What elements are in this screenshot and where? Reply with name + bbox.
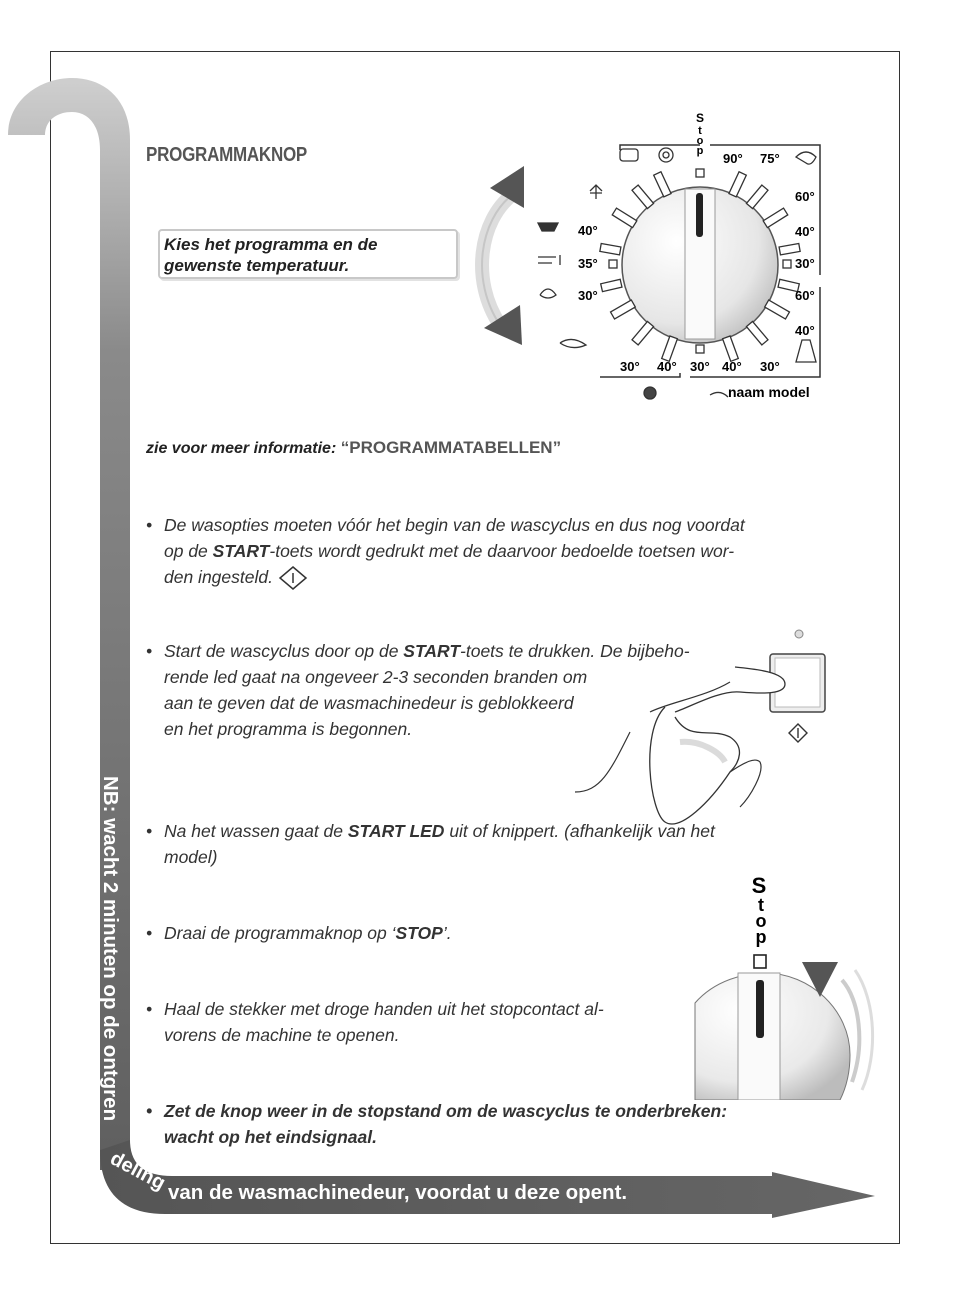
handwash-icon bbox=[540, 289, 556, 298]
bullet-4: • Draai de programmaknop op ‘STOP’. bbox=[146, 923, 452, 943]
svg-text:p: p bbox=[755, 927, 767, 947]
dial-stop-s: S bbox=[695, 111, 705, 125]
bullet-3: • Na het wassen gaat de START LED uit of knippert. (afhankelijk van het model) bbox=[146, 821, 715, 867]
svg-text:o: o bbox=[755, 911, 767, 931]
svg-text:t: t bbox=[758, 895, 764, 915]
feather-icon bbox=[560, 339, 586, 347]
svg-text:o: o bbox=[696, 135, 704, 147]
svg-text:60°: 60° bbox=[795, 189, 815, 204]
hint-box bbox=[158, 229, 458, 279]
rotate-arrows-icon bbox=[460, 160, 530, 350]
svg-text:30°: 30° bbox=[690, 359, 710, 374]
delicate-icon bbox=[796, 340, 816, 362]
side-note-curve: deling bbox=[106, 1147, 169, 1195]
page-title: PROGRAMMAKNOP bbox=[146, 144, 308, 166]
wool-icon bbox=[796, 152, 816, 164]
svg-text:t: t bbox=[698, 125, 702, 137]
prewash-icon bbox=[620, 149, 638, 161]
start-led bbox=[795, 630, 803, 638]
stop-knob-illustration bbox=[690, 870, 880, 1100]
svg-text:30°: 30° bbox=[578, 288, 598, 303]
easycare-icon bbox=[538, 255, 560, 265]
feather-small-icon bbox=[710, 392, 728, 397]
svg-text:40°: 40° bbox=[795, 323, 815, 338]
bullet-1: • De wasopties moeten vóór het begin van de wascyclus en dus nog voordat op de START-toets wordt gedrukt met de daarvoor bedoelde toetsen wor- den ingesteld. bbox=[146, 512, 810, 591]
side-note-vertical: NB: wacht 2 minuten op de ontgren bbox=[99, 776, 122, 1122]
svg-text:40°: 40° bbox=[657, 359, 677, 374]
bullet-2: • Start de wascyclus door op de START-toets te drukken. De bijbeho- rende led gaat na ongeveer 2-3 seconden branden om aan te geven dat de wasmachinedeur is geblokkeerd en het programma is begonnen. bbox=[146, 641, 690, 739]
side-note-bottom: van de wasmachinedeur, voordat u deze opent. bbox=[168, 1181, 628, 1204]
svg-text:30°: 30° bbox=[795, 256, 815, 271]
svg-text:30°: 30° bbox=[620, 359, 640, 374]
hint-line-2: gewenste temperatuur. bbox=[164, 256, 350, 275]
more-info-label: zie voor meer informatie: bbox=[146, 440, 337, 457]
svg-text:30°: 30° bbox=[760, 359, 780, 374]
svg-text:40°: 40° bbox=[795, 224, 815, 239]
bullet-5: • Haal de stekker met droge handen uit het stopcontact al- vorens de machine te openen. bbox=[146, 999, 604, 1045]
wool-ball-icon bbox=[644, 387, 656, 399]
start-button-illustration bbox=[570, 622, 840, 832]
svg-text:40°: 40° bbox=[722, 359, 742, 374]
shirt-icon bbox=[538, 223, 558, 231]
svg-text:p: p bbox=[696, 145, 704, 157]
dial-temp-75: 75° bbox=[760, 151, 780, 166]
start-icon bbox=[278, 565, 308, 591]
snowflake-icon bbox=[590, 185, 602, 199]
more-info bbox=[146, 438, 561, 458]
svg-text:35°: 35° bbox=[578, 256, 598, 271]
spin-icon bbox=[659, 148, 673, 162]
more-info-ref: “PROGRAMMATABELLEN” bbox=[340, 438, 562, 457]
bullet-6: • Zet de knop weer in de stopstand om de wascyclus te onderbreken: wacht op het eindsignaal. bbox=[146, 1101, 728, 1147]
dial-temp-90: 90° bbox=[723, 151, 743, 166]
program-dial bbox=[530, 105, 830, 405]
svg-text:60°: 60° bbox=[795, 288, 815, 303]
hint-line-1: Kies het programma en de bbox=[164, 235, 378, 254]
band-arrow bbox=[100, 1140, 875, 1218]
model-label: naam model bbox=[728, 384, 810, 400]
svg-text:40°: 40° bbox=[578, 223, 598, 238]
svg-text:S: S bbox=[751, 873, 767, 898]
